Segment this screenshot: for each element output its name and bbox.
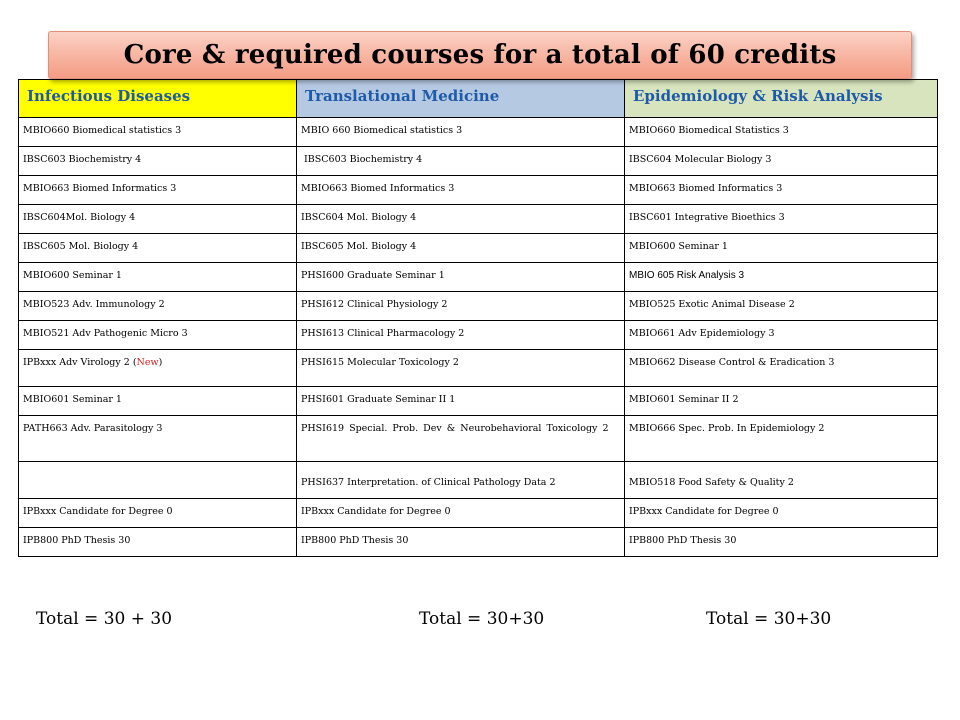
table-row — [19, 462, 938, 499]
table-cell: PATH663 Adv. Parasitology 3 — [19, 416, 297, 462]
table-cell: IPB800 PhD Thesis 30 — [19, 528, 297, 557]
table-cell: MBIO660 Biomedical Statistics 3 — [625, 118, 938, 147]
table-cell: MBIO 660 Biomedical statistics 3 — [297, 118, 625, 147]
new-tag: New — [136, 357, 159, 368]
table-row — [19, 292, 938, 321]
table-row — [19, 176, 938, 205]
table-row — [19, 387, 938, 416]
table-row — [19, 416, 938, 462]
table-cell: MBIO600 Seminar 1 — [19, 263, 297, 292]
table-cell: IPBxxx Candidate for Degree 0 — [625, 499, 938, 528]
table-cell: MBIO 605 Risk Analysis 3 — [625, 263, 938, 292]
table-cell: IPB800 PhD Thesis 30 — [625, 528, 938, 557]
table-cell: MBIO663 Biomed Informatics 3 — [19, 176, 297, 205]
table-cell: MBIO600 Seminar 1 — [625, 234, 938, 263]
table-cell: PHSI637 Interpretation. of Clinical Pathology Data 2 — [297, 462, 625, 499]
table-row — [19, 263, 938, 292]
table-cell: IBSC605 Mol. Biology 4 — [19, 234, 297, 263]
table-row — [19, 350, 938, 387]
title-banner — [48, 31, 912, 79]
table-cell: MBIO663 Biomed Informatics 3 — [297, 176, 625, 205]
table-cell: IBSC603 Biochemistry 4 — [297, 147, 625, 176]
table-cell: MBIO662 Disease Control & Eradication 3 — [625, 350, 938, 387]
table-cell: MBIO660 Biomedical statistics 3 — [19, 118, 297, 147]
header-epidemiology-risk-analysis: Epidemiology & Risk Analysis — [625, 80, 938, 118]
table-row — [19, 234, 938, 263]
table-row — [19, 499, 938, 528]
table-cell: IPBxxx Candidate for Degree 0 — [297, 499, 625, 528]
table-cell: IPB800 PhD Thesis 30 — [297, 528, 625, 557]
table-cell: PHSI600 Graduate Seminar 1 — [297, 263, 625, 292]
table-cell: PHSI619 Special. Prob. Dev & Neurobehavioral Toxicology 2 — [297, 416, 625, 462]
table-cell: MBIO661 Adv Epidemiology 3 — [625, 321, 938, 350]
table-cell: MBIO601 Seminar 1 — [19, 387, 297, 416]
table-cell: MBIO518 Food Safety & Quality 2 — [625, 462, 938, 499]
table-cell: IBSC603 Biochemistry 4 — [19, 147, 297, 176]
courses-table — [18, 79, 938, 557]
table-cell: IBSC601 Integrative Bioethics 3 — [625, 205, 938, 234]
table-cell: PHSI613 Clinical Pharmacology 2 — [297, 321, 625, 350]
table-row — [19, 118, 938, 147]
table-cell: MBIO666 Spec. Prob. In Epidemiology 2 — [625, 416, 938, 462]
table-row — [19, 528, 938, 557]
table-cell: PHSI615 Molecular Toxicology 2 — [297, 350, 625, 387]
table-cell: MBIO523 Adv. Immunology 2 — [19, 292, 297, 321]
page-title: Core & required courses for a total of 60 credits — [123, 40, 837, 70]
table-cell: MBIO521 Adv Pathogenic Micro 3 — [19, 321, 297, 350]
total-translational-medicine: Total = 30+30 — [419, 609, 545, 629]
table-cell: MBIO601 Seminar II 2 — [625, 387, 938, 416]
course-text-close: ) — [158, 357, 163, 368]
header-row — [19, 80, 938, 118]
table-cell: IBSC604 Mol. Biology 4 — [297, 205, 625, 234]
course-text: IPBxxx Adv Virology 2 ( — [23, 357, 137, 368]
table-cell: IBSC604 Molecular Biology 3 — [625, 147, 938, 176]
header-translational-medicine: Translational Medicine — [297, 80, 625, 118]
table-row — [19, 321, 938, 350]
table-cell: PHSI612 Clinical Physiology 2 — [297, 292, 625, 321]
table-cell: IBSC604Mol. Biology 4 — [19, 205, 297, 234]
table-cell — [19, 350, 297, 387]
table-row — [19, 147, 938, 176]
header-infectious-diseases: Infectious Diseases — [19, 80, 297, 118]
table-cell: IPBxxx Candidate for Degree 0 — [19, 499, 297, 528]
table-cell: IBSC605 Mol. Biology 4 — [297, 234, 625, 263]
table-cell: MBIO663 Biomed Informatics 3 — [625, 176, 938, 205]
table-cell-empty — [19, 462, 297, 499]
table-cell: PHSI601 Graduate Seminar II 1 — [297, 387, 625, 416]
table-row — [19, 205, 938, 234]
table-cell: MBIO525 Exotic Animal Disease 2 — [625, 292, 938, 321]
total-infectious-diseases: Total = 30 + 30 — [36, 609, 173, 629]
total-epidemiology-risk-analysis: Total = 30+30 — [706, 609, 832, 629]
